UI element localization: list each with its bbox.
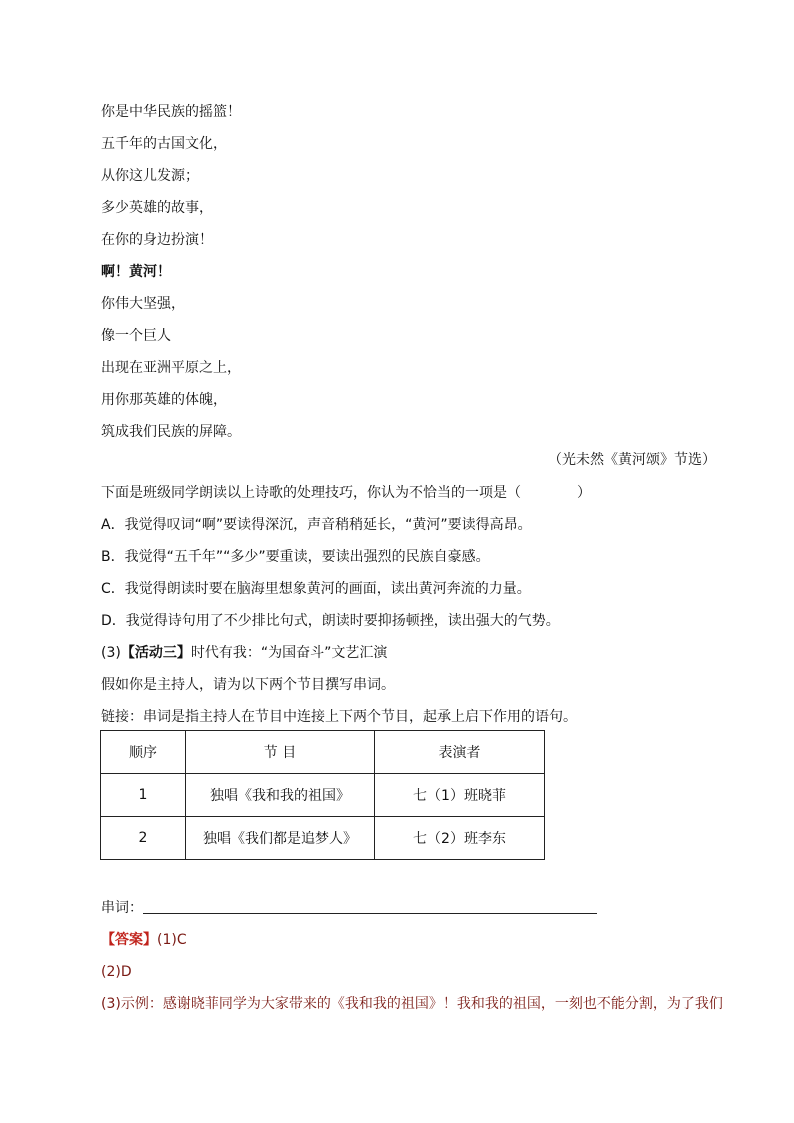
table-row	[101, 817, 545, 860]
poem-line: 用你那英雄的体魄，	[101, 392, 227, 408]
heading-tag: 【活动三】	[120, 645, 191, 661]
activity-prompt: 假如你是主持人，请为以下两个节目撰写串词。	[101, 677, 395, 693]
activity-heading	[101, 643, 387, 663]
poem-line: 筑成我们民族的屏障。	[101, 424, 241, 440]
poem-line: 从你这儿发源；	[101, 168, 199, 184]
blank-label: 串词：	[101, 900, 143, 916]
answer-text: (1)C	[157, 932, 187, 948]
answer-3: (3)示例：感谢晓菲同学为大家带来的《我和我的祖国》！我和我的祖国，一刻也不能分割，为了我们	[101, 996, 723, 1012]
activity-link: 链接：串词是指主持人在节目中连接上下两个节目，起承上启下作用的语句。	[101, 709, 577, 725]
table-header-row	[101, 731, 545, 774]
table-cell: 1	[101, 774, 186, 817]
option-c: C．我觉得朗读时要在脑海里想象黄河的画面，读出黄河奔流的力量。	[101, 581, 531, 597]
poem-line: 你是中华民族的摇篮！	[101, 104, 241, 120]
option-a: A．我觉得叹词“啊”要读得深沉，声音稍稍延长，“黄河”要读得高昂。	[101, 517, 532, 533]
answer-tag: 【答案】	[101, 932, 157, 948]
poem-line: 多少英雄的故事，	[101, 200, 213, 216]
table-header: 顺序	[101, 731, 186, 774]
poem-line: 在你的身边扮演！	[101, 232, 213, 248]
poem-line: 像一个巨人	[101, 328, 171, 344]
answer-blank-line	[143, 913, 597, 914]
table-header: 表演者	[375, 731, 545, 774]
table-header: 节 目	[186, 731, 375, 774]
poem-line: 啊！黄河！	[101, 264, 171, 280]
question-stem: 下面是班级同学朗读以上诗歌的处理技巧，你认为不恰当的一项是（ ）	[101, 485, 591, 501]
option-b: B．我觉得“五千年”“多少”要重读，要读出强烈的民族自豪感。	[101, 549, 490, 565]
table-cell: 七（2）班李东	[375, 817, 545, 860]
table-cell: 2	[101, 817, 186, 860]
table-cell: 独唱《我们都是追梦人》	[186, 817, 375, 860]
answer-1	[101, 930, 187, 950]
poem-line: 你伟大坚强，	[101, 296, 185, 312]
poem-line: 出现在亚洲平原之上，	[101, 360, 241, 376]
heading-text: 时代有我：“为国奋斗”文艺汇演	[190, 645, 388, 661]
table-row	[101, 774, 545, 817]
program-table	[100, 730, 545, 860]
option-d: D．我觉得诗句用了不少排比句式，朗读时要抑扬顿挫，读出强大的气势。	[101, 613, 560, 629]
table-cell: 七（1）班晓菲	[375, 774, 545, 817]
poem-attribution: （光未然《黄河颂》节选）	[548, 452, 716, 468]
poem-line: 五千年的古国文化，	[101, 136, 227, 152]
answer-2: (2)D	[101, 964, 132, 980]
heading-number: (3)	[101, 645, 121, 661]
table-cell: 独唱《我和我的祖国》	[186, 774, 375, 817]
